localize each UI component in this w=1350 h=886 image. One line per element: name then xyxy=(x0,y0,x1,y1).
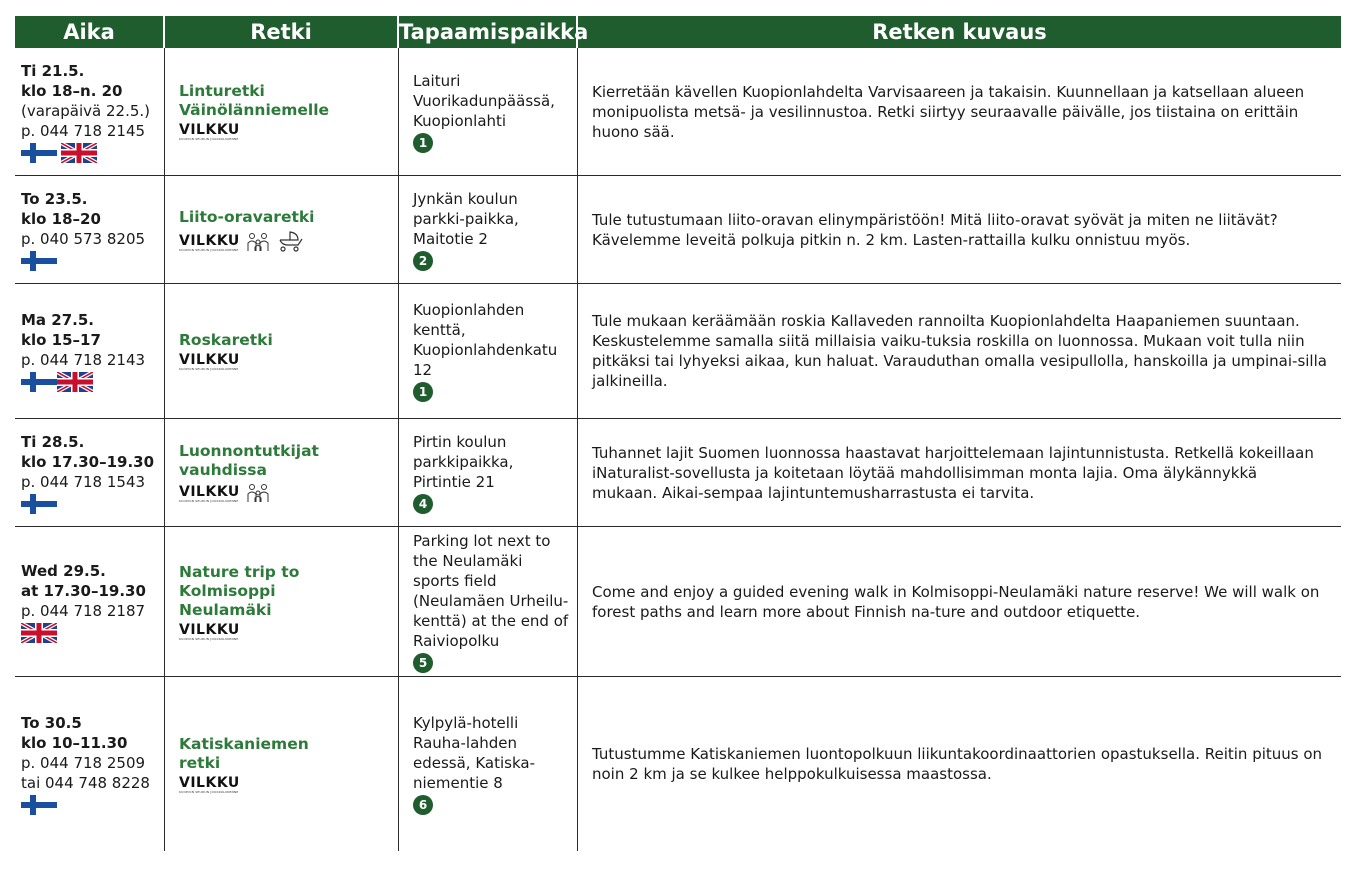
meeting-place: Laituri Vuorikadunpäässä, Kuopionlahti xyxy=(413,71,555,130)
place-cell xyxy=(399,677,578,851)
description-cell xyxy=(578,677,1341,851)
event-time: klo 18–n. 20 xyxy=(21,81,123,100)
event-phone: p. 040 573 8205 xyxy=(21,229,146,248)
events-table xyxy=(15,16,1341,851)
time-cell xyxy=(15,284,165,418)
trip-name-line1: Roskaretki xyxy=(179,331,273,349)
header-tapaamispaikka: Tapaamispaikka xyxy=(399,16,578,48)
trip-name-line1: Liito-oravaretki xyxy=(179,207,315,226)
uk-flag-icon xyxy=(61,143,97,163)
meeting-place: Jynkän koulun parkki-paikka, Maitotie 2 xyxy=(413,189,519,248)
meeting-place: Pirtin koulun parkkipaikka, Pirtintie 21 xyxy=(413,432,514,491)
header-aika: Aika xyxy=(15,16,165,48)
time-cell xyxy=(15,527,165,676)
trip-description: Kierretään kävellen Kuopionlahdelta Varvisaareen ja takaisin. Kuunnellaan ja katsellaan alueen monipuolista metsä- ja vesilinnustoa. Retki siirtyy seuraavalle päivälle, jos tiistaina on erittäin huono sää. xyxy=(592,82,1305,141)
time-cell xyxy=(15,677,165,851)
table-row xyxy=(15,527,1341,677)
table-row xyxy=(15,677,1341,851)
trip-cell xyxy=(165,176,399,283)
trip-name-line2: Kolmisoppi xyxy=(179,581,276,600)
event-phone-alt: tai 044 748 8228 xyxy=(21,774,150,792)
trip-cell xyxy=(165,527,399,676)
vilkku-logo: VILKKU KUOPION SEUDUN JOUKKOLIIKENNE xyxy=(179,232,240,252)
trip-name-line2: retki xyxy=(179,753,221,772)
description-cell xyxy=(578,48,1341,175)
table-row xyxy=(15,176,1341,284)
trip-name-line3: Neulamäki xyxy=(179,600,272,619)
trip-name-line2: vauhdissa xyxy=(179,461,267,479)
vilkku-logo: VILKKU KUOPION SEUDUN JOUKKOLIIKENNE xyxy=(179,484,240,503)
finland-flag-icon xyxy=(21,143,57,163)
event-phone: p. 044 718 2187 xyxy=(21,601,146,620)
trip-cell xyxy=(165,677,399,851)
trip-name-line1: Linturetki xyxy=(179,82,265,100)
event-phone: p. 044 718 2143 xyxy=(21,351,146,369)
vilkku-logo: VILKKU KUOPION SEUDUN JOUKKOLIIKENNE xyxy=(179,621,240,641)
table-header xyxy=(15,16,1341,48)
vilkku-logo: VILKKU KUOPION SEUDUN JOUKKOLIIKENNE xyxy=(179,122,240,141)
event-date: To 23.5. xyxy=(21,189,88,208)
event-time: klo 15–17 xyxy=(21,331,101,349)
map-marker-number: 1 xyxy=(413,133,433,153)
map-marker-number: 1 xyxy=(413,382,433,402)
map-marker-number: 2 xyxy=(413,251,433,271)
trip-description: Tuhannet lajit Suomen luonnossa haastavat harjoittelemaan lajintunnistusta. Retkellä kokeillaan iNaturalist-sovellusta ja koitetaan löytää mahdollisimman monta lajia. Oma älykännykkä mukaan. Aikai-sempaa lajintuntemusharrastusta ei tarvita. xyxy=(592,443,1314,502)
place-cell xyxy=(399,48,578,175)
event-date: Ti 28.5. xyxy=(21,432,85,451)
event-date: Ti 21.5. xyxy=(21,61,85,80)
finland-flag-icon xyxy=(21,251,57,271)
description-cell xyxy=(578,527,1341,676)
event-phone: p. 044 718 2509 xyxy=(21,754,146,772)
place-cell xyxy=(399,284,578,418)
header-kuvaus: Retken kuvaus xyxy=(872,20,1047,44)
finland-flag-icon xyxy=(21,494,57,514)
place-cell xyxy=(399,527,578,676)
trip-name-line2: Väinölänniemelle xyxy=(179,101,330,119)
trip-description: Tutustumme Katiskaniemen luontopolkuun liikuntakoordinaattorien opastuksella. Reitin pituus on noin 2 km ja se kulkee helppokulkuisessa maastossa. xyxy=(592,745,1323,783)
header-retki: Retki xyxy=(165,16,399,48)
time-cell xyxy=(15,176,165,283)
vilkku-logo: VILKKU KUOPION SEUDUN JOUKKOLIIKENNE xyxy=(179,352,240,371)
place-cell xyxy=(399,176,578,283)
trip-name-line1: Nature trip to xyxy=(179,562,300,581)
event-time: at 17.30–19.30 xyxy=(21,581,146,600)
trip-cell xyxy=(165,419,399,526)
stroller-icon xyxy=(276,230,304,252)
event-phone: p. 044 718 2145 xyxy=(21,121,146,140)
event-date: To 30.5 xyxy=(21,714,82,732)
event-time: klo 10–11.30 xyxy=(21,734,128,752)
description-cell xyxy=(578,284,1341,418)
meeting-place: Kylpylä-hotelli Rauha-lahden edessä, Katiska-niementie 8 xyxy=(413,714,535,792)
family-icon xyxy=(246,232,270,252)
table-row xyxy=(15,48,1341,176)
table-row xyxy=(15,284,1341,419)
map-marker-number: 5 xyxy=(413,653,433,673)
trip-description: Tule tutustumaan liito-oravan elinympäristöön! Mitä liito-oravat syövät ja miten ne liitävät? Kävelemme leveitä polkuja pitkin n. 2 km. Lasten-rattailla kulku onnistuu myös. xyxy=(592,210,1278,249)
trip-cell xyxy=(165,284,399,418)
trip-name-line1: Katiskaniemen xyxy=(179,734,309,753)
finland-flag-icon xyxy=(21,795,57,815)
event-phone: p. 044 718 1543 xyxy=(21,472,146,491)
finland-flag-icon xyxy=(21,372,57,392)
trip-description: Tule mukaan keräämään roskia Kallaveden rannoilta Kuopionlahdelta Haapaniemen suuntaan. Keskustelemme samalla siitä millaisia vaiku-tuksia roskilla on luonnossa. Mukaan voit tulla niin pitkäksi tai lyhyeksi aikaa, kun haluat. Varauduthan omalla vesipullolla, hanskoilla ja umpinai-silla jalkineilla. xyxy=(592,312,1327,390)
meeting-place: Parking lot next to the Neulamäki sports field (Neulamäen Urheilu-kenttä) at the end of Raiviopolku xyxy=(413,531,569,650)
vilkku-logo: VILKKU KUOPION SEUDUN JOUKKOLIIKENNE xyxy=(179,774,240,794)
event-time: klo 17.30–19.30 xyxy=(21,452,155,471)
event-date: Ma 27.5. xyxy=(21,311,94,329)
meeting-place: Kuopionlahden kenttä, Kuopionlahdenkatu 12 xyxy=(413,301,558,379)
time-cell xyxy=(15,419,165,526)
event-time: klo 18–20 xyxy=(21,209,101,228)
description-cell xyxy=(578,176,1341,283)
event-date: Wed 29.5. xyxy=(21,561,106,580)
table-row xyxy=(15,419,1341,527)
event-extra: (varapäivä 22.5.) xyxy=(21,101,151,120)
uk-flag-icon xyxy=(57,372,93,392)
place-cell xyxy=(399,419,578,526)
family-icon xyxy=(246,483,270,503)
trip-cell xyxy=(165,48,399,175)
map-marker-number: 4 xyxy=(413,494,433,514)
description-cell xyxy=(578,419,1341,526)
trip-description: Come and enjoy a guided evening walk in Kolmisoppi-Neulamäki nature reserve! We will walk on forest paths and learn more about Finnish na-ture and outdoor etiquette. xyxy=(592,582,1320,621)
time-cell xyxy=(15,48,165,175)
trip-name-line1: Luonnontutkijat xyxy=(179,442,319,460)
map-marker-number: 6 xyxy=(413,795,433,815)
uk-flag-icon xyxy=(21,623,57,643)
